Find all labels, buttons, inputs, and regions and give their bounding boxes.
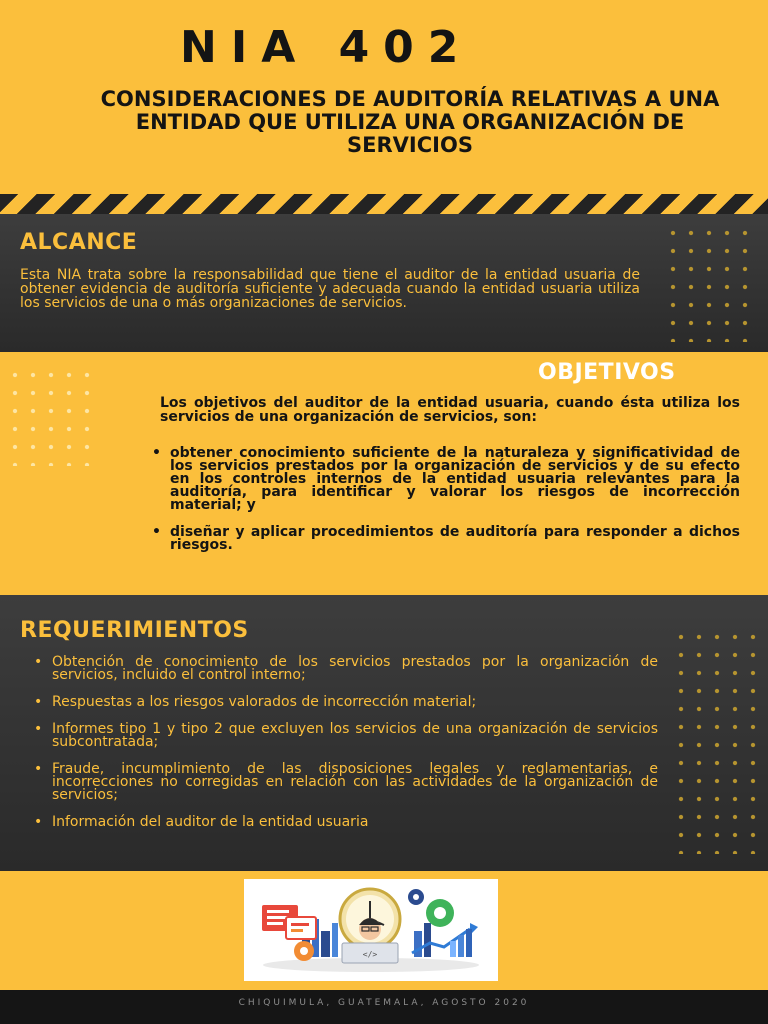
list-item: • Informes tipo 1 y tipo 2 que excluyen los servicios de una organización de servicios subcontratada; (34, 721, 658, 750)
svg-text:</>: </> (362, 950, 378, 959)
requerimientos-heading: REQUERIMIENTOS (20, 618, 249, 643)
list-item: • Obtención de conocimiento de los servicios prestados por la organización de servicios, incluido el control interno; (34, 654, 658, 683)
footer-text: CHIQUIMULA, GUATEMALA, AGOSTO 2020 (238, 998, 530, 1008)
requerimientos-list (34, 656, 658, 843)
objetivos-heading: OBJETIVOS (538, 360, 676, 385)
list-item: • diseñar y aplicar procedimientos de auditoría para responder a dichos riesgos. (152, 524, 740, 553)
decorative-dots (6, 366, 96, 466)
bullet-icon: • (34, 721, 43, 737)
list-item: • Fraude, incumplimiento de las disposiciones legales y reglamentarias, e incorrecciones no corregidas en relación con las actividades de la organización de servicios; (34, 761, 658, 803)
hazard-stripes (0, 194, 768, 214)
page-title: NIA 402 (180, 22, 473, 73)
bullet-icon: • (34, 761, 43, 777)
bullet-icon: • (152, 524, 161, 540)
list-item: • Información del auditor de la entidad usuaria (34, 814, 369, 830)
alcance-heading: ALCANCE (20, 230, 138, 255)
bullet-icon: • (34, 814, 43, 830)
bullet-icon: • (152, 445, 161, 461)
objetivos-intro: Los objetivos del auditor de la entidad usuaria, cuando ésta utiliza los servicios de una organización de servicios, son: (160, 395, 740, 425)
list-item: • Respuestas a los riesgos valorados de incorrección material; (34, 694, 477, 710)
illustration-card (244, 879, 498, 981)
document-icon (262, 905, 316, 939)
laptop-icon (342, 943, 398, 963)
page-subtitle: CONSIDERACIONES DE AUDITORÍA RELATIVAS A UNA ENTIDAD QUE UTILIZA UNA ORGANIZACIÓN DE SERVICIOS (100, 87, 720, 157)
decorative-dots (664, 224, 754, 342)
objetivos-list (152, 447, 740, 566)
bullet-icon: • (34, 694, 43, 710)
list-item: • obtener conocimiento suficiente de la naturaleza y significatividad de los servicios prestados por la organización de servicios y de su efecto en los controles internos de la entidad usuaria relevantes para la auditoría, para identificar y valorar los riesgos de incorrección material; y (152, 445, 740, 513)
alcance-text: Esta NIA trata sobre la responsabilidad que tiene el auditor de la entidad usuaria de obtener evidencia de auditoría suficiente y adecuada cuando la entidad usuaria utiliza los servicios de una o más organizaciones de servicios. (20, 267, 640, 311)
decorative-dots (672, 628, 762, 854)
bullet-icon: • (34, 654, 43, 670)
auditor-illustration (244, 879, 498, 981)
